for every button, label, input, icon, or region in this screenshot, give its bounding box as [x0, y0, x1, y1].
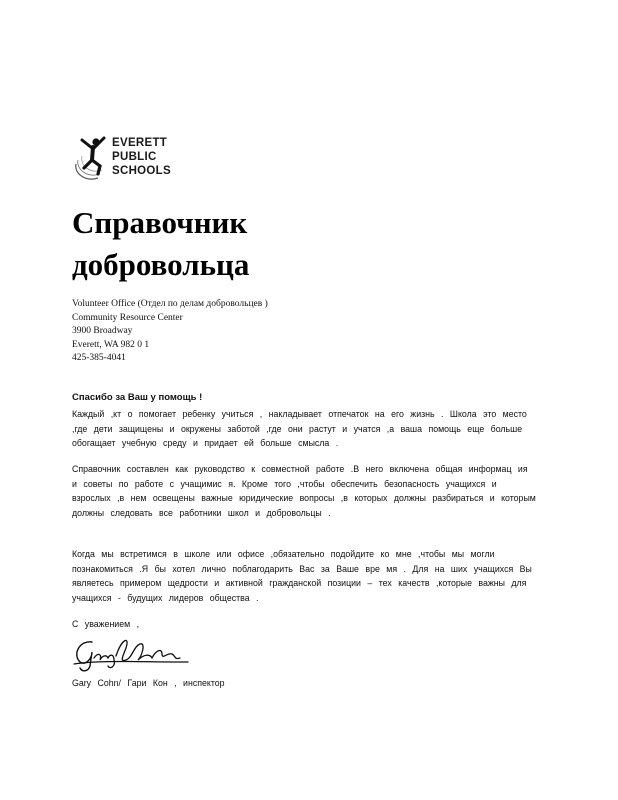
- address-city: Everett, WA 982 0 1: [72, 339, 150, 350]
- page-title: [72, 202, 532, 286]
- address-street: 3900 Broadway: [72, 326, 133, 336]
- logo-line-everett: EVERETT: [112, 137, 168, 149]
- paragraph-1: Каждый ,кт о помогает ребенку учиться , накладывает отпечаток на его жизнь . Школа это место ,где дети защищены и окружены заботой ,где они растут и учатся ,а ваша помощь еще больше обогащает учебную среду и придает ей больше смысла .: [72, 409, 527, 448]
- logo-line-schools: SCHOOLS: [112, 165, 171, 177]
- paragraph-3: Когда мы встретимся в школе или офисе ,обязательно подойдите ко мне ,чтобы мы могли познакомиться .Я бы хотел лично поблагодарить Вас за Ваше вре мя . Для на ших учащихся Вы являетесь примером щедрости и активной гражданской позиции – тех качеств ,которые важны для учащихся - будущих лидеров общества .: [72, 549, 532, 603]
- greeting-heading: Спасибо за Ваш у помощь !: [72, 392, 203, 403]
- everett-public-schools-logo: [72, 134, 192, 184]
- address-center: Community Resource Center: [72, 312, 183, 323]
- title-line-2: добровольца: [72, 247, 250, 282]
- signer-name: Gary Cohn/ Гари Кон , инспектор: [72, 678, 225, 688]
- paragraph-2: Справочник составлен как руководство к совместной работе .В него включена общая информац ия и советы по работе с учащимис я. Кроме того ,чтобы обеспечить безопасность учащихся и взрослых ,в нем освещены важные юридические вопросы ,в которых должны разбираться и которым должны следовать все работники школ и добровольцы .: [72, 464, 536, 518]
- handwritten-signature-icon: [70, 632, 192, 674]
- runner-with-globe-icon: [72, 134, 112, 184]
- logo-line-public: PUBLIC: [112, 151, 157, 163]
- address-phone: 425-385-4041: [72, 353, 126, 363]
- closing-phrase: С уважением ,: [72, 619, 140, 629]
- logo-wordmark: [112, 136, 171, 178]
- title-line-1: Справочник: [72, 205, 248, 240]
- address-block: [72, 298, 268, 366]
- address-office: Volunteer Office (Отдел по делам добровольцев ): [72, 299, 268, 309]
